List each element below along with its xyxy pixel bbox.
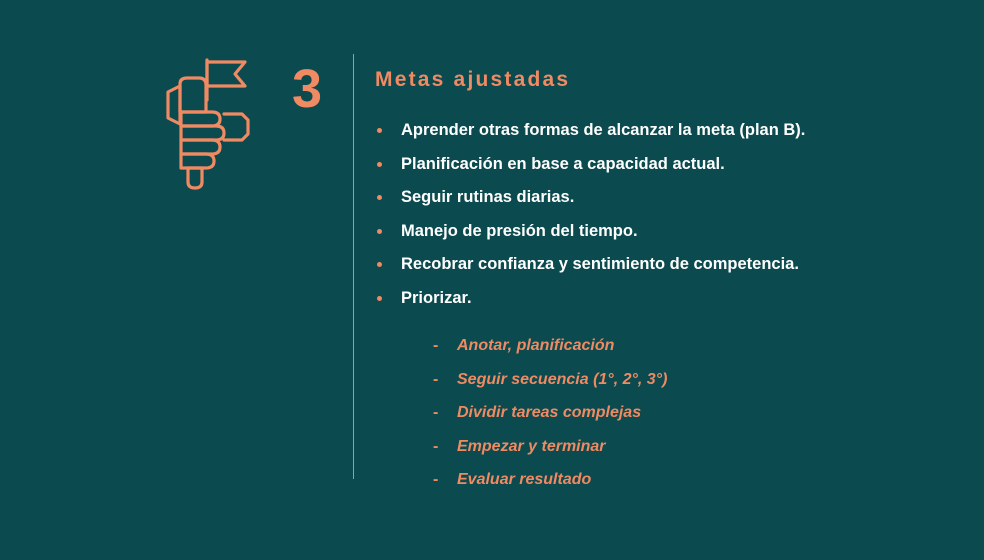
list-item [375,215,935,249]
bullet-dot-icon [377,262,382,267]
bullet-dot-icon [377,229,382,234]
bullet-dot-icon [377,195,382,200]
sub-list-item-label: Anotar, planificación [457,337,615,354]
bullet-dot-icon [377,296,382,301]
sub-list-item-label: Empezar y terminar [457,437,606,455]
list-item-label: Planificación en base a capacidad actual. [401,154,725,173]
sub-list-item-label: Seguir secuencia (1°, 2°, 3°) [457,370,668,388]
list-item-label: Priorizar. [401,288,472,307]
page-title: Metas ajustadas [375,68,571,91]
sub-bullet-list [375,329,935,497]
hand-holding-flag-icon [150,52,280,192]
sub-list-item-label: Evaluar resultado [457,471,592,488]
list-item [375,282,935,316]
list-item [375,148,935,182]
sub-list-item [433,463,935,497]
dash-marker-icon: - [433,370,439,388]
bullet-dot-icon [377,128,382,133]
bullet-dot-icon [377,162,382,167]
list-item [375,181,935,215]
sub-list-item [433,363,935,397]
list-item-label: Aprender otras formas de alcanzar la meta (plan B). [401,121,806,139]
sub-list-item [433,430,935,464]
sub-list-item-label: Dividir tareas complejas [457,404,642,421]
list-item-label: Recobrar confianza y sentimiento de competencia. [401,255,799,273]
dash-marker-icon: - [433,471,439,488]
dash-marker-icon: - [433,404,439,421]
sub-list-item [433,396,935,430]
dash-marker-icon: - [433,337,439,354]
list-item-label: Seguir rutinas diarias. [401,188,575,206]
sub-list-item [433,329,935,363]
list-item [375,114,935,148]
list-item-label: Manejo de presión del tiempo. [401,221,638,240]
dash-marker-icon: - [433,437,439,455]
bullet-list [375,114,935,315]
step-number: 3 [292,59,323,119]
content-column [375,68,935,497]
vertical-divider [353,54,354,479]
list-item [375,248,935,282]
